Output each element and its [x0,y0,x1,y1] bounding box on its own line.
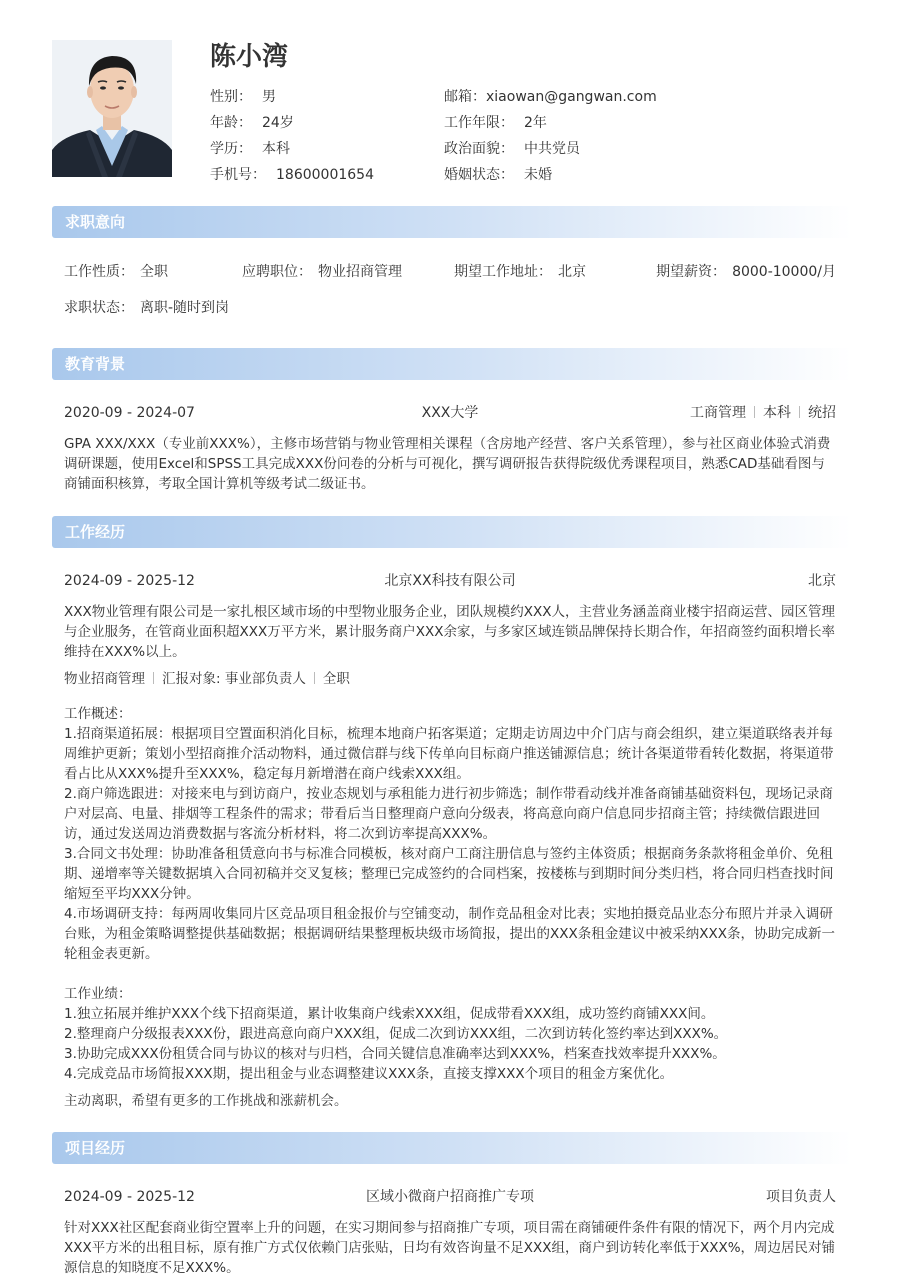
project-description: 针对XXX社区配套商业街空置率上升的问题，在实习期间参与招商推广专项，项目需在商铺硬件条件有限的情况下，两个月内完成XXX平方米的出租目标，原有推广方式仅依赖门店张贴，日均有效咨询量不足XXX组，商户到访转化率低于XXX%，周边居民对铺源信息的知晓度不足XXX%。 [64,1220,836,1275]
work-achievements [64,984,836,1084]
avatar [52,40,172,177]
work-tags: 物业招商管理 汇报对象: 事业部负责人 全职 [64,671,350,687]
work-overview [64,704,836,964]
work-achievement-item: 1.独立拓展并维护XXX个线下招商渠道，累计收集商户线索XXX组，促成带看XXX组，成功签约商铺XXX间。 [64,1006,715,1022]
work-company-intro: XXX物业管理有限公司是一家扎根区域市场的中型物业服务企业，团队规模约XXX人，主营业务涵盖商业楼宇招商运营、园区管理与企业服务，在管商业面积超XXX万平方米，累计服务商户XXX余家，与多家区域连锁品牌保持长期合作，年招商签约面积增长率维持在XXX%以上。 [64,604,835,660]
work-period: 2024-09 - 2025-12 [64,573,195,589]
work-overview-item: 2.商户筛选跟进：对接来电与到访商户，按业态规划与承租能力进行初步筛选；制作带看动线并准备商铺基础资料包，现场记录商户对层高、电量、排烟等工程条件的需求；带看后当日整理商户意向分级表，将高意向商户信息同步招商主管；持续微信跟进回访，通过发送周边消费数据与客流分析材料，将二次到访率提高XXX%。 [64,786,833,842]
education-period: 2020-09 - 2024-07 [64,405,195,421]
project-row [64,1187,836,1207]
info-political-status: 政治面貌： 中共党员 [444,141,580,157]
work-achievement-item: 3.协助完成XXX份租赁合同与协议的核对与归档，合同关键信息准确率达到XXX%，档案查找效率提升XXX%。 [64,1046,726,1062]
candidate-name: 陈小湾 [210,42,289,72]
intention-position: 应聘职位： 物业招商管理 [242,264,402,280]
info-age: 年龄： 24岁 [210,115,294,131]
work-overview-item: 4.市场调研支持：每两周收集同片区竞品项目租金报价与空铺变动，制作竞品租金对比表；实地拍摄竞品业态分布照片并录入调研台账，为租金策略调整提供基础数据；根据调研结果整理板块级市场简报，提出的XXX条租金建议中被采纳XXX条，协助完成新一轮租金表更新。 [64,906,835,962]
work-row [64,571,836,591]
basic-info-left [210,84,374,188]
work-leave-reason: 主动离职，希望有更多的工作挑战和涨薪机会。 [64,1093,348,1109]
work-overview-title: 工作概述： [64,706,132,722]
education-description: GPA XXX/XXX（专业前XXX%），主修市场营销与物业管理相关课程（含房地产经营、客户关系管理），参与社区商业体验式消费调研课题，使用Excel和SPSS工具完成XXX份问卷的分析与可视化，撰写调研报告获得院级优秀课程项目，熟悉CAD基础看图与商铺面积核算，考取全国计算机等级考试二级证书。 [64,436,831,492]
info-marital-status: 婚姻状态： 未婚 [444,167,552,183]
info-phone: 手机号： 18600001654 [210,167,374,183]
work-overview-item: 3.合同文书处理：协助准备租赁意向书与标准合同模板，核对商户工商注册信息与签约主体资质；根据商务条款将租金单价、免租期、递增率等关键数据填入合同初稿并交叉复核；整理已完成签约的合同档案，按楼栋与到期时间分类归档，将合同归档查找时间缩短至平均XXX分钟。 [64,846,834,902]
avatar-photo-icon [52,40,172,177]
basic-info-right [444,84,657,188]
work-achievements-title: 工作业绩： [64,986,132,1002]
section-header-project: 项目经历 [52,1132,852,1164]
project-period: 2024-09 - 2025-12 [64,1189,195,1205]
info-work-years: 工作年限： 2年 [444,115,547,131]
intention-job-type: 工作性质： 全职 [64,264,168,280]
education-school: XXX大学 [421,405,479,421]
project-role: 项目负责人 [766,1189,836,1205]
section-header-education: 教育背景 [52,348,852,380]
intention-location: 期望工作地址： 北京 [454,264,586,280]
education-row [64,403,836,423]
section-header-work: 工作经历 [52,516,852,548]
intention-row [64,262,836,282]
intention-status: 求职状态： 离职-随时到岗 [64,300,230,316]
info-education: 学历： 本科 [210,141,290,157]
work-company: 北京XX科技有限公司 [384,573,516,589]
info-email: 邮箱：xiaowan@gangwan.com [444,89,657,105]
work-achievement-item: 4.完成竞品市场简报XXX期，提出租金与业态调整建议XXX条，直接支撑XXX个项目的租金方案优化。 [64,1066,674,1082]
project-name: 区域小微商户招商推广专项 [366,1189,534,1205]
info-gender: 性别： 男 [210,89,276,105]
work-overview-item: 1.招商渠道拓展：根据项目空置面积消化目标，梳理本地商户拓客渠道；定期走访周边中介门店与商会组织，建立渠道联络表并每周维护更新；策划小型招商推介活动物料，通过微信群与线下传单向目标商户推送铺源信息；统计各渠道带看转化数据，将渠道带看占比从XXX%提升至XXX%，稳定每月新增潜在商户线索XXX组。 [64,726,834,782]
work-achievement-item: 2.整理商户分级报表XXX份，跟进高意向商户XXX组，促成二次到访XXX组，二次到访转化签约率达到XXX%。 [64,1026,728,1042]
education-tags: 工商管理 本科 统招 [690,405,836,421]
section-header-intention: 求职意向 [52,206,852,238]
resume-header [52,40,852,183]
work-city: 北京 [808,573,836,589]
intention-salary: 期望薪资： 8000-10000/月 [656,264,836,280]
